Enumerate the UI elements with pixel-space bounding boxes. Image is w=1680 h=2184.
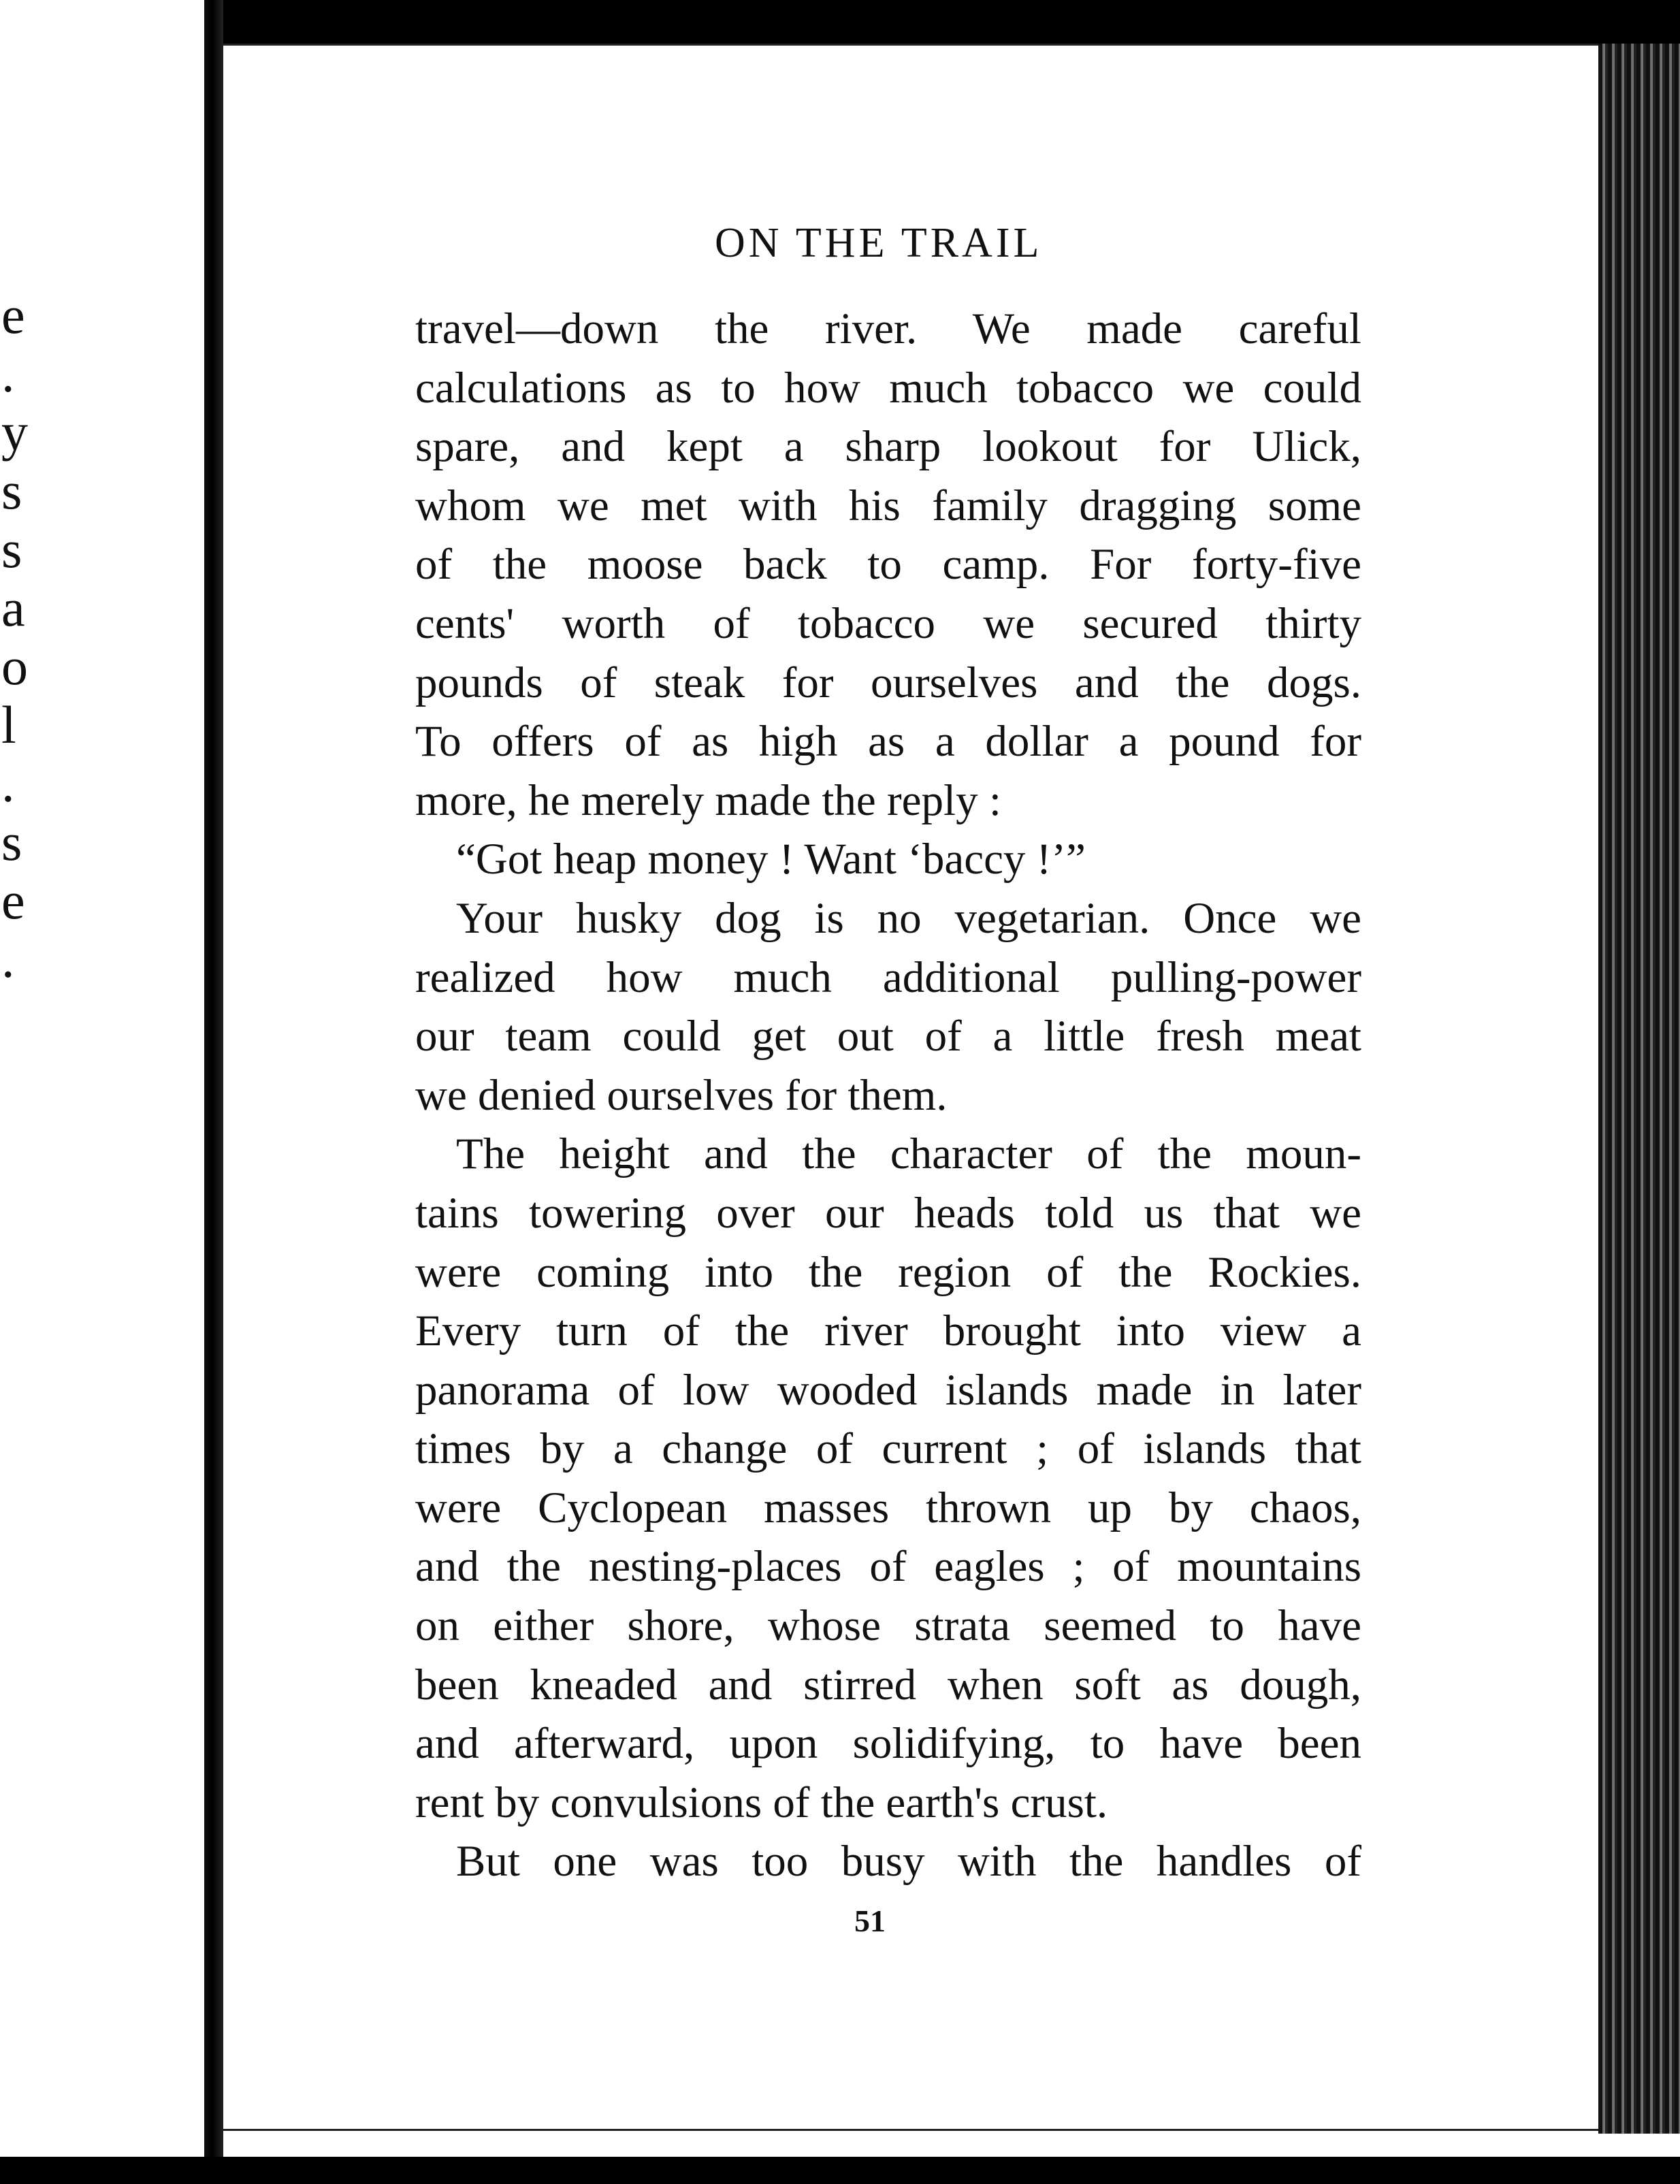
left-page-fragment: e — [1, 285, 25, 344]
left-page-fragment: o — [1, 637, 28, 696]
left-page-fragment: . — [1, 929, 15, 989]
running-head: ON THE TRAIL — [715, 220, 1043, 266]
text-line: But one was too busy with the handles of — [456, 1837, 1361, 1886]
text-line: realized how much additional pulling-power — [415, 952, 1361, 1002]
text-line: calculations as to how much tobacco we could — [415, 363, 1361, 413]
text-line: on either shore, whose strata seemed to have — [415, 1601, 1361, 1651]
text-line: whom we met with his family dragging some — [415, 481, 1361, 530]
left-page-text-fragments — [0, 286, 27, 989]
text-line: pounds of steak for ourselves and the dogs. — [415, 658, 1361, 707]
text-line: To offers of as high as a dollar a pound for — [415, 717, 1361, 767]
page-number: 51 — [854, 1904, 886, 1938]
text-line: times by a change of current ; of islands that — [415, 1424, 1361, 1474]
text-line: Your husky dog is no vegetarian. Once we — [456, 893, 1361, 943]
text-line: panorama of low wooded islands made in later — [415, 1365, 1361, 1415]
left-page-fragment: . — [1, 344, 15, 403]
text-line: more, he merely made the reply : — [415, 775, 1001, 825]
text-line: spare, and kept a sharp lookout for Ulick, — [415, 422, 1361, 472]
text-line: of the moose back to camp. For forty-five — [415, 540, 1361, 590]
book-gutter — [204, 0, 223, 2184]
text-line: cents' worth of tobacco we secured thirty — [415, 598, 1361, 648]
text-line: travel—down the river. We made careful — [415, 304, 1361, 353]
left-page — [0, 14, 206, 2158]
left-page-fragment: a — [1, 578, 25, 637]
text-line: our team could get out of a little fresh meat — [415, 1012, 1361, 1061]
body-text — [415, 300, 1361, 1891]
text-line: were Cyclopean masses thrown up by chaos, — [415, 1483, 1361, 1532]
text-line: were coming into the region of the Rockies. — [415, 1247, 1361, 1297]
text-line: and the nesting-places of eagles ; of mountains — [415, 1542, 1361, 1592]
left-page-fragment: s — [1, 461, 22, 520]
text-line: been kneaded and stirred when soft as dough, — [415, 1660, 1361, 1709]
left-page-fragment: s — [1, 812, 22, 871]
text-line: tains towering over our heads told us that we — [415, 1188, 1361, 1238]
text-line: we denied ourselves for them. — [415, 1070, 948, 1120]
page-edges — [1598, 44, 1680, 2134]
left-page-fragment: . — [1, 754, 15, 813]
scan-border-bottom — [0, 2157, 1680, 2184]
text-line: The height and the character of the moun- — [456, 1129, 1361, 1179]
left-page-fragment: e — [1, 871, 25, 930]
left-page-fragment: y — [1, 402, 28, 462]
text-line: “Got heap money ! Want ‘baccy !’” — [456, 835, 1086, 884]
text-line: and afterward, upon solidifying, to have been — [415, 1719, 1361, 1769]
left-page-fragment: l — [1, 695, 16, 754]
text-line: rent by convulsions of the earth's crust. — [415, 1778, 1108, 1827]
left-page-fragment: s — [1, 519, 22, 579]
scan-border-top — [204, 0, 1680, 44]
text-line: Every turn of the river brought into view a — [415, 1306, 1361, 1356]
